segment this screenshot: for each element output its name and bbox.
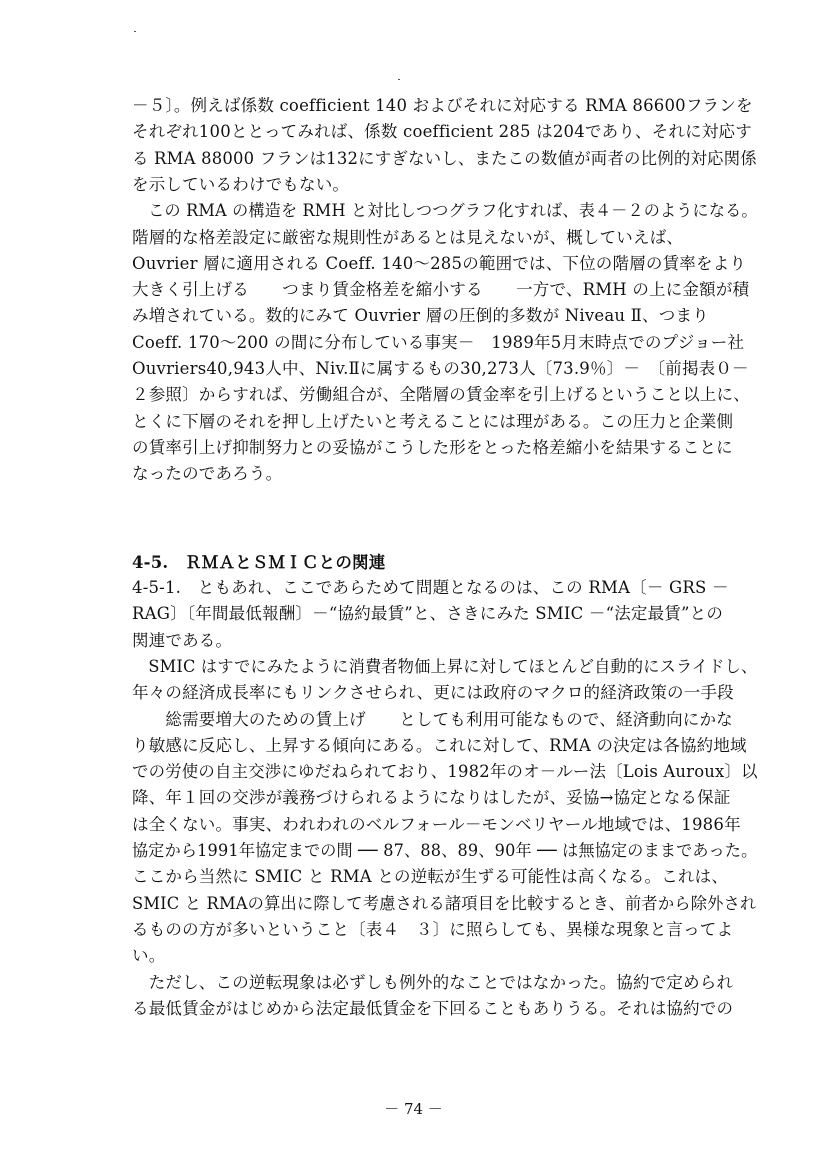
section-heading: 4-5. ＲＭＡとＳＭＩＣとの関連: [132, 553, 386, 572]
text-line: ここから当然に SMIC と RMA との逆転が生ずる可能性は高くなる。これは、: [132, 867, 729, 887]
text-line: 4-5-1. ともあれ、ここであらためて問題となるのは、この RMA〔－ GRS －: [132, 578, 729, 597]
text-line: －５〕。例えば係数 coefficient 140 およびそれに対応する RMA 86600フランを: [132, 96, 753, 115]
text-line: み増されている。数的にみて Ouvrier 層の圧倒的多数が Niveau Ⅱ、つまり: [132, 306, 709, 326]
text-line: を示しているわけでもない。: [132, 174, 350, 194]
text-line: RAG〕〔年間最低報酬〕－“協約最賃”と、さきにみた SMIC －“法定最賃”との: [132, 604, 724, 624]
text-line: なったのであろう。: [132, 464, 283, 484]
text-line: い。: [132, 946, 166, 966]
text-line: この RMA の構造を RMH と対比しつつグラフ化すれば、表４－２のようになる。: [132, 201, 758, 221]
text-line: り敏感に反応し、上昇する傾向にある。これに対して、RMA の決定は各協約地域: [132, 735, 747, 755]
text-line: ２参照〕からすれば、労働組合が、全階層の賃金率を引上げるということ以上に、: [132, 385, 750, 405]
text-line: 総需要増大のための賃上げ としても利用可能なもので、経済動向にかな: [132, 709, 733, 729]
text-line: 降、年１回の交渉が義務づけられるようになりはしたが、妥協→協定となる保証: [132, 788, 731, 808]
text-line: とくに下層のそれを押し上げたいと考えることには理がある。この圧力と企業側: [132, 411, 734, 431]
text-line: SMIC と RMAの算出に際して考慮される諸項目を比較するとき、前者から除外され: [132, 893, 757, 913]
text-line: る最低賃金がはじめから法定最低賃金を下回ることもありうる。それは協約での: [132, 998, 734, 1018]
text-line: る RMA 88000 フランは132にすぎないし、またこの数値が両者の比例的対応関係: [132, 148, 757, 168]
text-line: 関連である。: [132, 630, 233, 650]
text-line: それぞれ100ととってみれば、係数 coefficient 285 は204であり、それに対応す: [132, 122, 752, 142]
text-line: Ouvriers40,943人中、Niv.Ⅱに属するもの30,273人〔73.9％〕－ 〔前掲表０－: [132, 359, 749, 378]
text-line: Ouvrier 層に適用される Coeff. 140～285の範囲では、下位の階層の賃率をより: [132, 253, 747, 273]
text-line: るものの方が多いということ〔表４ ３〕に照らしても、異様な現象と言ってよ: [132, 919, 734, 939]
text-line: ただし、この逆転現象は必ずしも例外的なことではなかった。協約で定められ: [132, 972, 734, 992]
text-line: の賃率引上げ抑制努力との妥協がこうした形をとった格差縮小を結果することに: [132, 437, 733, 457]
text-line: 年々の経済成長率にもリンクさせられ、更には政府のマクロ的経済政策の一手段: [132, 683, 734, 703]
scan-speck: [398, 79, 400, 80]
text-line: 階層的な格差設定に厳密な規則性があるとは見えないが、概していえば、: [132, 227, 684, 247]
page-number: － 74 －: [384, 1100, 443, 1118]
scan-speck: [134, 31, 136, 32]
text-line: Coeff. 170～200 の間に分布している事実－ 1989年5月末時点でのプジョー社: [132, 332, 745, 352]
text-line: 大きく引上げる つまり賃金格差を縮小する 一方で、RMH の上に金額が積: [132, 280, 750, 300]
text-line: 協定から1991年協定までの間 ── 87、88、89、90年 ── は無協定のままであった。: [132, 841, 758, 860]
text-line: は全くない。事実、われわれのベルフォール－モンベリヤール地域では、1986年: [132, 814, 741, 834]
text-line: SMIC はすでにみたように消費者物価上昇に対してほとんど自動的にスライドし、: [132, 656, 758, 676]
text-line: での労使の自主交渉にゆだねられており、1982年のオ－ルー法〔Lois Auroux〕以: [132, 762, 758, 782]
